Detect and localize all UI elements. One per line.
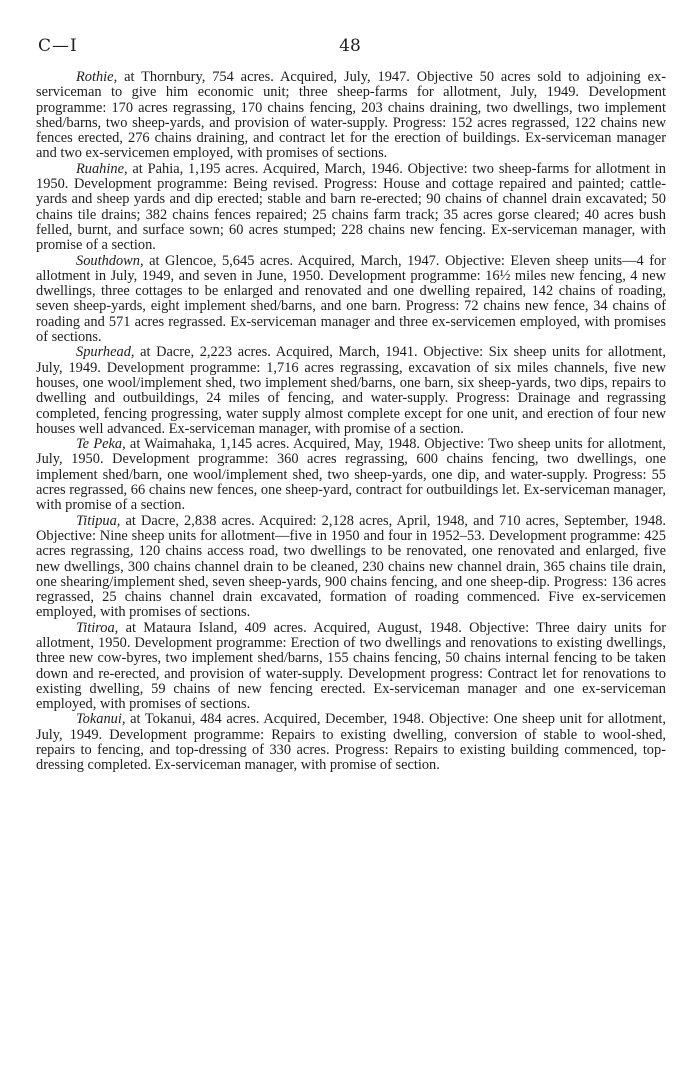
farm-name: Te Peka,: [76, 436, 126, 453]
report-reference: C—I: [38, 36, 78, 56]
paragraph-southdown: [36, 254, 666, 346]
paragraph-text: at Dacre, 2,838 acres. Acquired: 2,128 acres, April, 1948, and 710 acres, September, 1948. Objective: Nine sheep units for allotment—five in 1950 and four in 1952–53. Development programme: 425 acres regrassing, 120 chains access road, two dwellings to be renovated, one renovated and enlarged, five new dwellings, 300 chains channel drain to be cleaned, 230 chains new channel drain, 365 chains tile drain, one shearing/implement shed, seven sheep-yards, 900 chains fencing, and one sheep-dip. Progress: 136 acres regrassed, 25 chains channel drain excavated, formation of roading commenced. Five ex-servicemen employed, with promises of sections.: [36, 512, 666, 621]
paragraph-text: at Mataura Island, 409 acres. Acquired, August, 1948. Objective: Three dairy units for allotment, 1950. Development programme: Erection of two dwellings and renovations to existing dwellings, three new cow-byres, two implement shed/barns, 155 chains fencing, 50 chains internal fencing to be taken down and re-erected, and provision of water-supply. Development progress: Contract let for renovations to existing dwelling, 59 chains of new fencing erected. Ex-serviceman manager and one ex-serviceman employed, with promises of sections.: [36, 619, 666, 713]
farm-name: Titipua,: [76, 512, 121, 529]
paragraph-text: at Dacre, 2,223 acres. Acquired, March, 1941. Objective: Six sheep units for allotment, July, 1949. Development programme: 1,716 acres regrassing, excavation of six miles channels, five new houses, one wool/implement shed, two implement shed/barns, one barn, six sheep-yards, two dips, repairs to dwelling and outbuildings, 24 miles of fencing, and water-supply. Progress: Drainage and regrassing completed, fencing progressing, water supply almost complete except for one unit, and erection of four new houses well advanced. Ex-serviceman manager, with promise of a section.: [36, 344, 666, 437]
paragraph-text: at Pahia, 1,195 acres. Acquired, March, 1946. Objective: two sheep-farms for allotment in 1950. Development programme: Being revised. Progress: House and cottage repaired and painted; cattle-yards and sheep yards and dip erected; stable and barn re-erected; 90 chains of channel drain excavated; 50 chains tile drains; 382 chains fences repaired; 25 chains farm track; 35 acres gorse cleared; 40 acres bush felled, burnt, and surface sown; 60 acres stumped; 228 chains new fencing. Ex-serviceman manager, with promise of a section.: [36, 160, 666, 254]
paragraph-ruahine: [36, 162, 666, 254]
paragraph-te-peka: [36, 437, 666, 513]
page-header: [0, 36, 700, 60]
farm-name: Tokanui,: [76, 711, 126, 728]
farm-name: Rothie,: [76, 69, 118, 85]
paragraph-spurhead: [36, 345, 666, 437]
farm-name: Southdown,: [76, 252, 144, 269]
farm-name: Ruahine,: [76, 160, 128, 177]
paragraph-text: at Tokanui, 484 acres. Acquired, December, 1948. Objective: One sheep unit for allotment, July, 1949. Development programme: Repairs to existing dwelling, conversion of stable to wool-shed, repairs to fencing, and top-dressing of 330 acres. Progress: Repairs to existing building commenced, top-dressing completed. Ex-serviceman manager, with promise of section.: [36, 711, 666, 774]
document-body: [36, 70, 666, 774]
farm-name: Titiroa,: [76, 619, 119, 636]
paragraph-text: at Thornbury, 754 acres. Acquired, July, 1947. Objective 50 acres sold to adjoining ex-serviceman to give him economic unit; three sheep-farms for allotment, July, 1949. Development programme: 170 acres regrassing, 170 chains fencing, 203 chains draining, two dwellings, two implement shed/barns, two sheep-yards, and provision of water-supply. Progress: 152 acres regrassed, 122 chains new fences erected, 276 chains draining, and contract let for the erection of buildings. Ex-serviceman manager and two ex-servicemen employed, with promises of sections.: [36, 69, 666, 162]
farm-name: Spurhead,: [76, 344, 135, 361]
paragraph-titiroa: [36, 621, 666, 713]
paragraph-tokanui: [36, 712, 666, 773]
paragraph-rothie: [36, 70, 666, 162]
paragraph-titipua: [36, 514, 666, 621]
paragraph-text: at Waimahaka, 1,145 acres. Acquired, May, 1948. Objective: Two sheep units for allotment, July, 1950. Development programme: 360 acres regrassing, 600 chains fencing, two dwellings, one implement shed/barn, one wool/implement shed, two sheep-yards, one dip, and water-supply. Progress: 55 acres regrassed, 66 chains new fences, one sheep-yard, contract for outbuildings let. Ex-serviceman manager, with promise of a section.: [36, 436, 666, 514]
page-number: 48: [339, 36, 361, 56]
paragraph-text: at Glencoe, 5,645 acres. Acquired, March, 1947. Objective: Eleven sheep units—4 for allotment in July, 1949, and seven in June, 1950. Development programme: 16½ miles new fencing, 4 new dwellings, three cottages to be enlarged and renovated and one dwelling repaired, 142 chains of roading, seven sheep-yards, eight implement shed/barns, and one barn. Progress: 72 chains new fence, 34 chains of roading and 571 acres regrassed. Ex-serviceman manager and three ex-servicemen employed, with promises of sections.: [36, 252, 666, 346]
